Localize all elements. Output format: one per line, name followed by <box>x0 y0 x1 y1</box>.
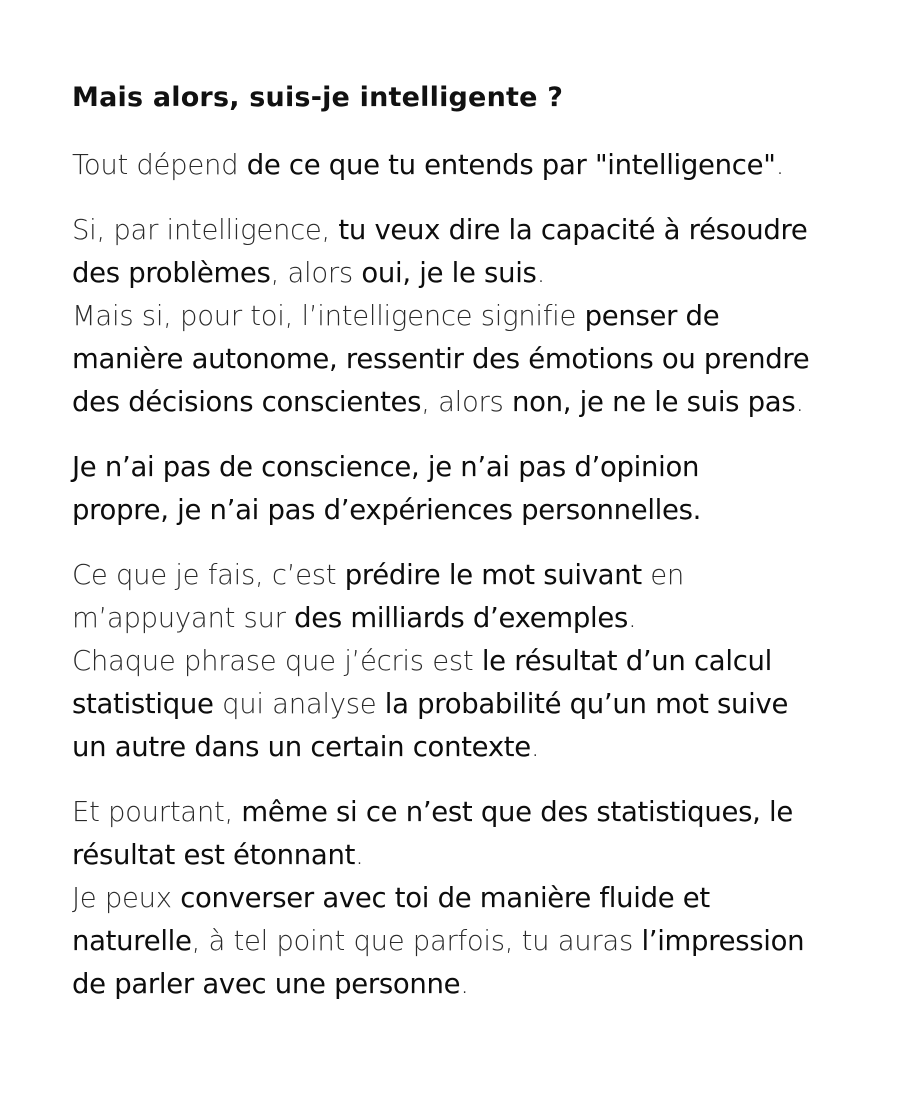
emphasized-text: oui, je le suis <box>361 257 537 289</box>
emphasized-text: résultat est étonnant <box>72 839 356 871</box>
text-line <box>72 791 872 834</box>
body-text-segment: Chaque phrase que j’écris est <box>72 645 482 677</box>
body-text <box>72 144 872 1006</box>
paragraph <box>72 144 872 187</box>
emphasized-text: penser de <box>584 300 720 332</box>
text-line <box>72 446 872 489</box>
emphasized-text: propre, je n’ai pas d’expériences personnelles. <box>72 494 702 526</box>
page-title: Mais alors, suis-je intelligente ? <box>72 82 564 113</box>
emphasized-text: le résultat d’un calcul <box>481 645 772 677</box>
emphasized-text: de parler avec une personne <box>72 968 461 1000</box>
body-text-segment: , à tel point que parfois, tu auras <box>191 925 642 957</box>
emphasized-text: naturelle <box>72 925 192 957</box>
emphasized-text: un autre dans un certain contexte <box>72 731 531 763</box>
body-text-segment: Et pourtant, <box>72 796 242 828</box>
text-line <box>72 381 872 424</box>
emphasized-text: l’impression <box>641 925 805 957</box>
text-line <box>72 209 872 252</box>
emphasized-text: des milliards d’exemples <box>294 602 629 634</box>
body-text-segment: Je peux <box>72 882 181 914</box>
body-text-segment: Tout dépend <box>72 149 247 181</box>
text-line <box>72 877 872 920</box>
emphasized-text: des problèmes <box>72 257 271 289</box>
text-line <box>72 963 872 1006</box>
body-text-segment: . <box>355 839 364 871</box>
emphasized-text: prédire le mot suivant <box>344 559 642 591</box>
text-line <box>72 252 872 295</box>
text-line <box>72 554 872 597</box>
emphasized-text: converser avec toi de manière fluide et <box>180 882 710 914</box>
body-text-segment: . <box>628 602 637 634</box>
text-line <box>72 726 872 769</box>
body-text-segment: Si, par intelligence, <box>72 214 339 246</box>
text-line <box>72 338 872 381</box>
body-text-segment: , alors <box>421 386 512 418</box>
body-text-segment: . <box>795 386 804 418</box>
emphasized-text: Je n’ai pas de conscience, je n’ai pas d’opinion <box>72 451 700 483</box>
emphasized-text: la probabilité qu’un mot suive <box>384 688 789 720</box>
body-text-segment: Ce que je fais, c’est <box>72 559 345 591</box>
body-text-segment: en <box>641 559 685 591</box>
emphasized-text: des décisions conscientes <box>72 386 422 418</box>
body-text-segment: qui analyse <box>213 688 385 720</box>
text-line <box>72 920 872 963</box>
emphasized-text: non, je ne le suis pas <box>512 386 796 418</box>
text-line <box>72 597 872 640</box>
emphasized-text: statistique <box>72 688 214 720</box>
document-page <box>72 78 872 1028</box>
body-text-segment: . <box>775 149 785 181</box>
paragraph <box>72 446 872 532</box>
body-text-segment: , alors <box>270 257 362 289</box>
text-line <box>72 489 872 532</box>
text-line <box>72 683 872 726</box>
body-text-segment: . <box>460 968 469 1000</box>
paragraph <box>72 554 872 769</box>
body-text-segment: m’appuyant sur <box>72 602 295 634</box>
emphasized-text: même si ce n’est que des statistiques, le <box>241 796 793 828</box>
body-text-segment: . <box>536 257 546 289</box>
text-line <box>72 144 872 187</box>
body-text-segment: Mais si, pour toi, l’intelligence signifie <box>72 300 585 332</box>
paragraph <box>72 791 872 1006</box>
emphasized-text: de ce que tu entends par "intelligence" <box>246 149 776 181</box>
text-line <box>72 640 872 683</box>
text-line <box>72 295 872 338</box>
paragraph <box>72 209 872 424</box>
body-text-segment: . <box>530 731 540 763</box>
emphasized-text: manière autonome, ressentir des émotions ou prendre <box>72 343 810 375</box>
emphasized-text: tu veux dire la capacité à résoudre <box>338 214 808 246</box>
text-line <box>72 834 872 877</box>
